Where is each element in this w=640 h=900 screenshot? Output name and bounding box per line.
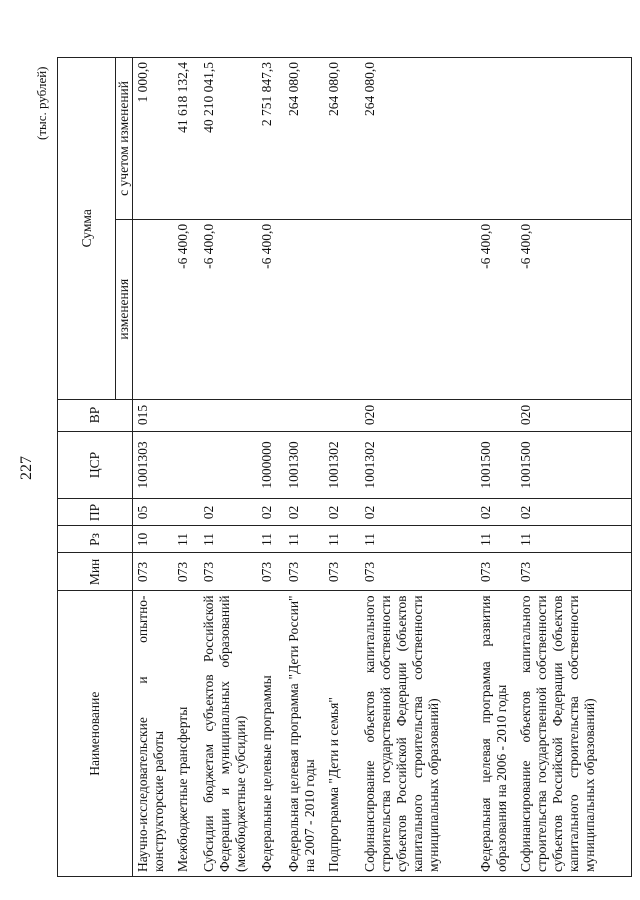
cell-rz: 11 [257, 526, 284, 553]
cell-rz: 11 [516, 526, 632, 553]
cell-rz: 11 [360, 526, 476, 553]
header-pr: ПР [58, 499, 133, 526]
cell-rz: 11 [173, 526, 200, 553]
header-vr: ВР [58, 399, 133, 431]
cell-with-changes [516, 58, 632, 220]
table-row [173, 58, 200, 877]
cell-rz: 11 [476, 526, 516, 553]
cell-rz: 10 [133, 526, 173, 553]
cell-with-changes: 41 618 132,4 [173, 58, 200, 220]
cell-pr: 02 [476, 499, 516, 526]
cell-min: 073 [476, 553, 516, 591]
cell-pr: 02 [324, 499, 360, 526]
cell-min: 073 [360, 553, 476, 591]
cell-name: Межбюджетные трансферты [173, 591, 200, 877]
cell-name: Софинансирование объектов капитального строительства государственной собственности субъектов Российской Федерации (объектов капитального строительства собственности муниципальных образований) [516, 591, 632, 877]
cell-with-changes: 264 080,0 [324, 58, 360, 220]
table-row [257, 58, 284, 877]
table-row [324, 58, 360, 877]
cell-csr: 1001300 [284, 431, 324, 499]
cell-min: 073 [133, 553, 173, 591]
cell-vr: 020 [516, 399, 632, 431]
table-row [360, 58, 476, 877]
table-row [199, 58, 257, 877]
cell-min: 073 [516, 553, 632, 591]
cell-name: Субсидии бюджетам субъектов Российской Федерации и муниципальных образований (межбюджетные субсидии) [199, 591, 257, 877]
budget-table [57, 57, 632, 877]
cell-pr: 02 [284, 499, 324, 526]
cell-rz: 11 [284, 526, 324, 553]
cell-vr [173, 399, 200, 431]
table-row [516, 58, 632, 877]
cell-vr: 015 [133, 399, 173, 431]
cell-vr: 020 [360, 399, 476, 431]
cell-name: Научно-исследовательские и опытно-конструкторские работы [133, 591, 173, 877]
table-row [476, 58, 516, 877]
cell-name: Федеральная целевая программа "Дети России" на 2007 - 2010 годы [284, 591, 324, 877]
cell-min: 073 [173, 553, 200, 591]
table-row [133, 58, 173, 877]
cell-changes: -6 400,0 [476, 219, 516, 399]
page-number: 227 [18, 456, 35, 480]
cell-pr: 02 [516, 499, 632, 526]
table-row [284, 58, 324, 877]
cell-vr [476, 399, 516, 431]
cell-with-changes: 2 751 847,3 [257, 58, 284, 220]
cell-csr [173, 431, 200, 499]
table-body [133, 58, 632, 877]
cell-with-changes: 1 000,0 [133, 58, 173, 220]
cell-pr: 02 [360, 499, 476, 526]
cell-name: Федеральная целевая программа развития образования на 2006 - 2010 годы [476, 591, 516, 877]
cell-csr: 1001302 [324, 431, 360, 499]
cell-changes: -6 400,0 [257, 219, 284, 399]
header-rz: Рз [58, 526, 133, 553]
cell-changes [133, 219, 173, 399]
cell-changes: -6 400,0 [173, 219, 200, 399]
header-csr: ЦСР [58, 431, 133, 499]
header-sum: Сумма [58, 58, 116, 400]
cell-changes: -6 400,0 [516, 219, 632, 399]
cell-pr: 02 [257, 499, 284, 526]
cell-pr: 02 [199, 499, 257, 526]
cell-rz: 11 [199, 526, 257, 553]
cell-min: 073 [257, 553, 284, 591]
cell-csr: 1001500 [476, 431, 516, 499]
cell-pr: 05 [133, 499, 173, 526]
units-note: (тыс. рублей) [34, 66, 49, 140]
cell-min: 073 [199, 553, 257, 591]
header-name: Наименование [58, 591, 133, 877]
cell-rz: 11 [324, 526, 360, 553]
cell-csr: 1001303 [133, 431, 173, 499]
cell-changes [324, 219, 360, 399]
cell-csr [199, 431, 257, 499]
cell-pr [173, 499, 200, 526]
cell-vr [199, 399, 257, 431]
cell-csr: 1001302 [360, 431, 476, 499]
cell-changes: -6 400,0 [199, 219, 257, 399]
cell-csr: 1001500 [516, 431, 632, 499]
cell-vr [257, 399, 284, 431]
header-with-changes: с учетом изменений [116, 58, 133, 220]
cell-changes [284, 219, 324, 399]
cell-with-changes: 40 210 041,5 [199, 58, 257, 220]
cell-name: Софинансирование объектов капитального строительства государственной собственности субъектов Российской Федерации (объектов капитального строительства собственности муниципальных образований) [360, 591, 476, 877]
cell-vr [284, 399, 324, 431]
cell-with-changes: 264 080,0 [284, 58, 324, 220]
cell-vr [324, 399, 360, 431]
header-min: Мин [58, 553, 133, 591]
cell-name: Федеральные целевые программы [257, 591, 284, 877]
cell-changes [360, 219, 476, 399]
cell-with-changes [476, 58, 516, 220]
cell-name: Подпрограмма "Дети и семья" [324, 591, 360, 877]
cell-min: 073 [324, 553, 360, 591]
header-changes: изменения [116, 219, 133, 399]
cell-csr: 1000000 [257, 431, 284, 499]
cell-min: 073 [284, 553, 324, 591]
cell-with-changes: 264 080,0 [360, 58, 476, 220]
